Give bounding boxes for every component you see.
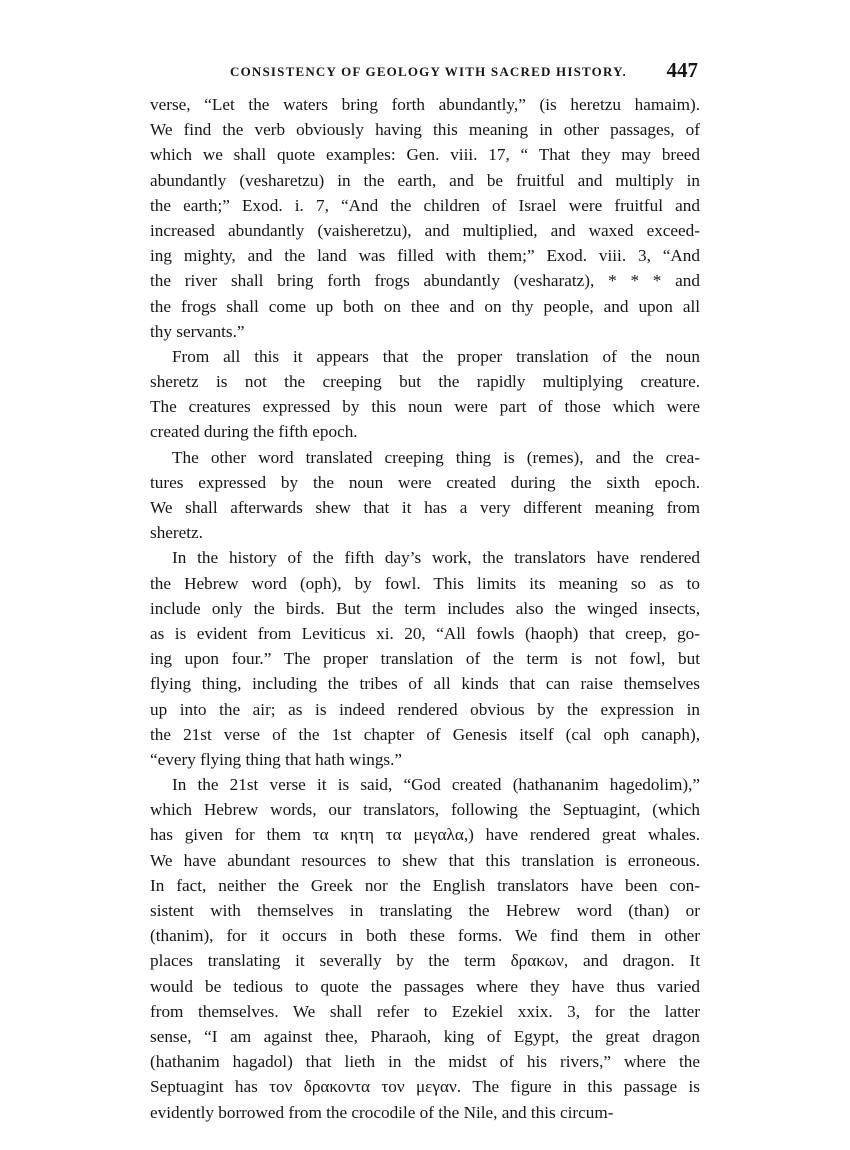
page-header	[150, 58, 700, 88]
text-line: The creatures expressed by this noun were part of those which were	[150, 397, 700, 417]
text-line: the river shall bring forth frogs abundantly (vesharatz), * * * and	[150, 271, 700, 291]
text-line: sistent with themselves in translating the Hebrew word (than) or	[150, 901, 700, 920]
paragraph	[150, 445, 700, 546]
text-line: the Hebrew word (oph), by fowl. This limits its meaning so as to	[150, 573, 700, 593]
text-line: verse, “Let the waters bring forth abundantly,” (is heretzu hamaim).	[150, 95, 700, 114]
text-line: flying thing, including the tribes of all kinds that can raise themselves	[150, 674, 700, 694]
text-line: In the 21st verse it is said, “God created (hathananim hagedolim),”	[172, 775, 700, 795]
body-text	[150, 92, 700, 1125]
text-line: include only the birds. But the term includes also the winged insects,	[150, 598, 700, 618]
text-line: the frogs shall come up both on thee and on thy people, and upon all	[150, 296, 700, 316]
page-number: 447	[666, 58, 698, 82]
text-line: the earth;” Exod. i. 7, “And the children of Israel were fruitful and	[150, 195, 700, 215]
paragraph	[150, 344, 700, 445]
text-line: as is evident from Leviticus xi. 20, “All fowls (haoph) that creep, go-	[150, 623, 700, 643]
text-line: We have abundant resources to shew that this translation is erroneous.	[150, 850, 700, 870]
text-line: ing upon four.” The proper translation of the term is not fowl, but	[150, 649, 700, 669]
text-line: sheretz.	[150, 523, 203, 543]
text-line: We find the verb obviously having this meaning in other passages, of	[150, 120, 700, 140]
text-line: We shall afterwards shew that it has a very different meaning from	[150, 498, 700, 517]
text-line: “every flying thing that hath wings.”	[150, 749, 403, 769]
text-line: evidently borrowed from the crocodile of the Nile, and this circum-	[150, 1102, 614, 1122]
text-line: In the history of the fifth day’s work, the translators have rendered	[172, 548, 700, 568]
paragraph	[150, 545, 700, 772]
text-line: which Hebrew words, our translators, following the Septuagint, (which	[150, 800, 700, 820]
text-line: abundantly (vesharetzu) in the earth, and be fruitful and multiply in	[150, 170, 700, 190]
text-line: Septuagint has τον δρακοντα τον μεγαν. The figure in this passage is	[150, 1077, 700, 1097]
text-line: In fact, neither the Greek nor the English translators have been con-	[150, 875, 700, 895]
text-line: has given for them τα κητη τα μεγαλα,) have rendered great whales.	[150, 825, 700, 845]
text-line: thy servants.”	[150, 321, 245, 341]
text-line: would be tedious to quote the passages where they have thus varied	[150, 976, 700, 996]
text-line: tures expressed by the noun were created during the sixth epoch.	[150, 472, 700, 492]
text-line: (thanim), for it occurs in both these forms. We find them in other	[150, 926, 700, 946]
text-line: From all this it appears that the proper translation of the noun	[172, 346, 700, 366]
text-line: created during the fifth epoch.	[150, 422, 358, 442]
running-head: CONSISTENCY OF GEOLOGY WITH SACRED HISTORY.	[230, 64, 627, 79]
text-line: ing mighty, and the land was filled with them;” Exod. viii. 3, “And	[150, 246, 700, 266]
text-line: (hathanim hagadol) that lieth in the midst of his rivers,” where the	[150, 1052, 700, 1072]
text-line: The other word translated creeping thing is (remes), and the crea-	[172, 447, 700, 467]
text-line: from themselves. We shall refer to Ezekiel xxix. 3, for the latter	[150, 1001, 700, 1021]
text-line: which we shall quote examples: Gen. viii. 17, “ That they may breed	[150, 145, 700, 165]
paragraph	[150, 92, 700, 344]
text-line: sheretz is not the creeping but the rapidly multiplying creature.	[150, 372, 700, 392]
paragraph	[150, 772, 700, 1125]
text-line: increased abundantly (vaisheretzu), and multiplied, and waxed exceed-	[150, 220, 700, 240]
text-line: the 21st verse of the 1st chapter of Genesis itself (cal oph canaph),	[150, 724, 700, 744]
text-line: up into the air; as is indeed rendered obvious by the expression in	[150, 699, 700, 719]
text-line: places translating it severally by the term δρακων, and dragon. It	[150, 951, 700, 971]
text-line: sense, “I am against thee, Pharaoh, king of Egypt, the great dragon	[150, 1026, 700, 1046]
